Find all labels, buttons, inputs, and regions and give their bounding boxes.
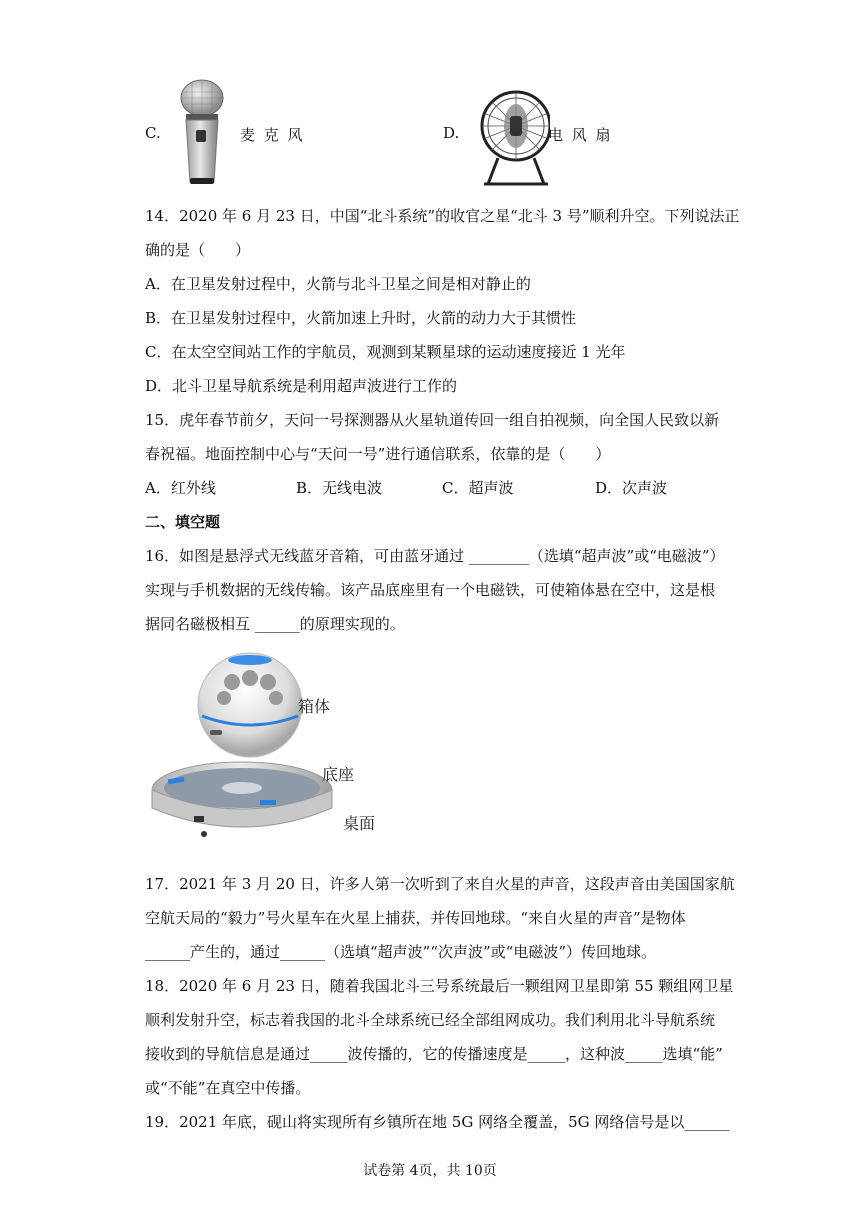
q15-stem-line2: 春祝福。地面控制中心与“天问一号”进行通信联系，依靠的是（ ） bbox=[145, 445, 611, 463]
q14-option-a: A．在卫星发射过程中，火箭与北斗卫星之间是相对静止的 bbox=[145, 275, 531, 293]
q16-stem-line3: 据同名磁极相互 ______的原理实现的。 bbox=[145, 615, 405, 633]
q15-option-c: C．超声波 bbox=[442, 479, 514, 497]
q14-stem-line1: 14．2020 年 6 月 23 日，中国“北斗系统”的收官之星“北斗 3 号”顺利升空。下列说法正 bbox=[145, 207, 740, 225]
q15-option-b: B．无线电波 bbox=[296, 479, 383, 497]
option-c-label: C. bbox=[145, 124, 161, 142]
q16-stem-line1: 16．如图是悬浮式无线蓝牙音箱，可由蓝牙通过 ________（选填“超声波”或“电磁波”） bbox=[145, 547, 725, 565]
option-d-text: 电 风 扇 bbox=[548, 126, 613, 144]
q14-option-c: C．在太空空间站工作的宇航员，观测到某颗星球的运动速度接近 1 光年 bbox=[145, 343, 626, 361]
figure-label-desk: 桌面 bbox=[343, 814, 376, 833]
option-d-label: D. bbox=[443, 124, 460, 142]
section-title-fill-in: 二、填空题 bbox=[145, 513, 221, 531]
option-c-text: 麦 克 风 bbox=[240, 126, 305, 144]
microphone-icon bbox=[176, 78, 228, 186]
q14-option-b: B．在卫星发射过程中，火箭加速上升时，火箭的动力大于其惯性 bbox=[145, 309, 577, 327]
q17-stem-line3: ______产生的，通过______（选填“超声波”“次声波”或“电磁波”）传回地球。 bbox=[145, 943, 657, 961]
q18-stem-line1: 18．2020 年 6 月 23 日，随着我国北斗三号系统最后一颗组网卫星即第 55 颗组网卫星 bbox=[145, 977, 734, 995]
q15-option-a: A．红外线 bbox=[145, 479, 216, 497]
q18-stem-line4: 或“不能”在真空中传播。 bbox=[145, 1079, 311, 1097]
q15-option-d: D．次声波 bbox=[595, 479, 668, 497]
q16-stem-line2: 实现与手机数据的无线传输。该产品底座里有一个电磁铁，可使箱体悬在空中，这是根 bbox=[145, 581, 716, 599]
q14-stem-line2: 确的是（ ） bbox=[145, 241, 251, 259]
q17-stem-line2: 空航天局的“毅力”号火星车在火星上捕获，并传回地球。“来自火星的声音”是物体 bbox=[145, 909, 686, 927]
q19-stem-line1: 19．2021 年底，砚山将实现所有乡镇所在地 5G 网络全覆盖，5G 网络信号是以______ bbox=[145, 1113, 730, 1131]
figure-label-base: 底座 bbox=[322, 765, 355, 784]
q18-stem-line2: 顺利发射升空，标志着我国的北斗全球系统已经全部组网成功。我们利用北斗导航系统 bbox=[145, 1011, 716, 1029]
q14-option-d: D．北斗卫星导航系统是利用超声波进行工作的 bbox=[145, 377, 458, 395]
q18-stem-line3: 接收到的导航信息是通过_____波传播的，它的传播速度是_____，这种波_____选填“能” bbox=[145, 1045, 723, 1063]
q15-stem-line1: 15．虎年春节前夕，天问一号探测器从火星轨道传回一组自拍视频，向全国人民致以新 bbox=[145, 411, 720, 429]
page-footer: 试卷第 4页，共 10页 bbox=[363, 1163, 497, 1179]
electric-fan-icon bbox=[478, 78, 550, 188]
figure-label-box: 箱体 bbox=[298, 697, 331, 716]
q17-stem-line1: 17．2021 年 3 月 20 日，许多人第一次听到了来自火星的声音，这段声音由美国国家航 bbox=[145, 875, 735, 893]
